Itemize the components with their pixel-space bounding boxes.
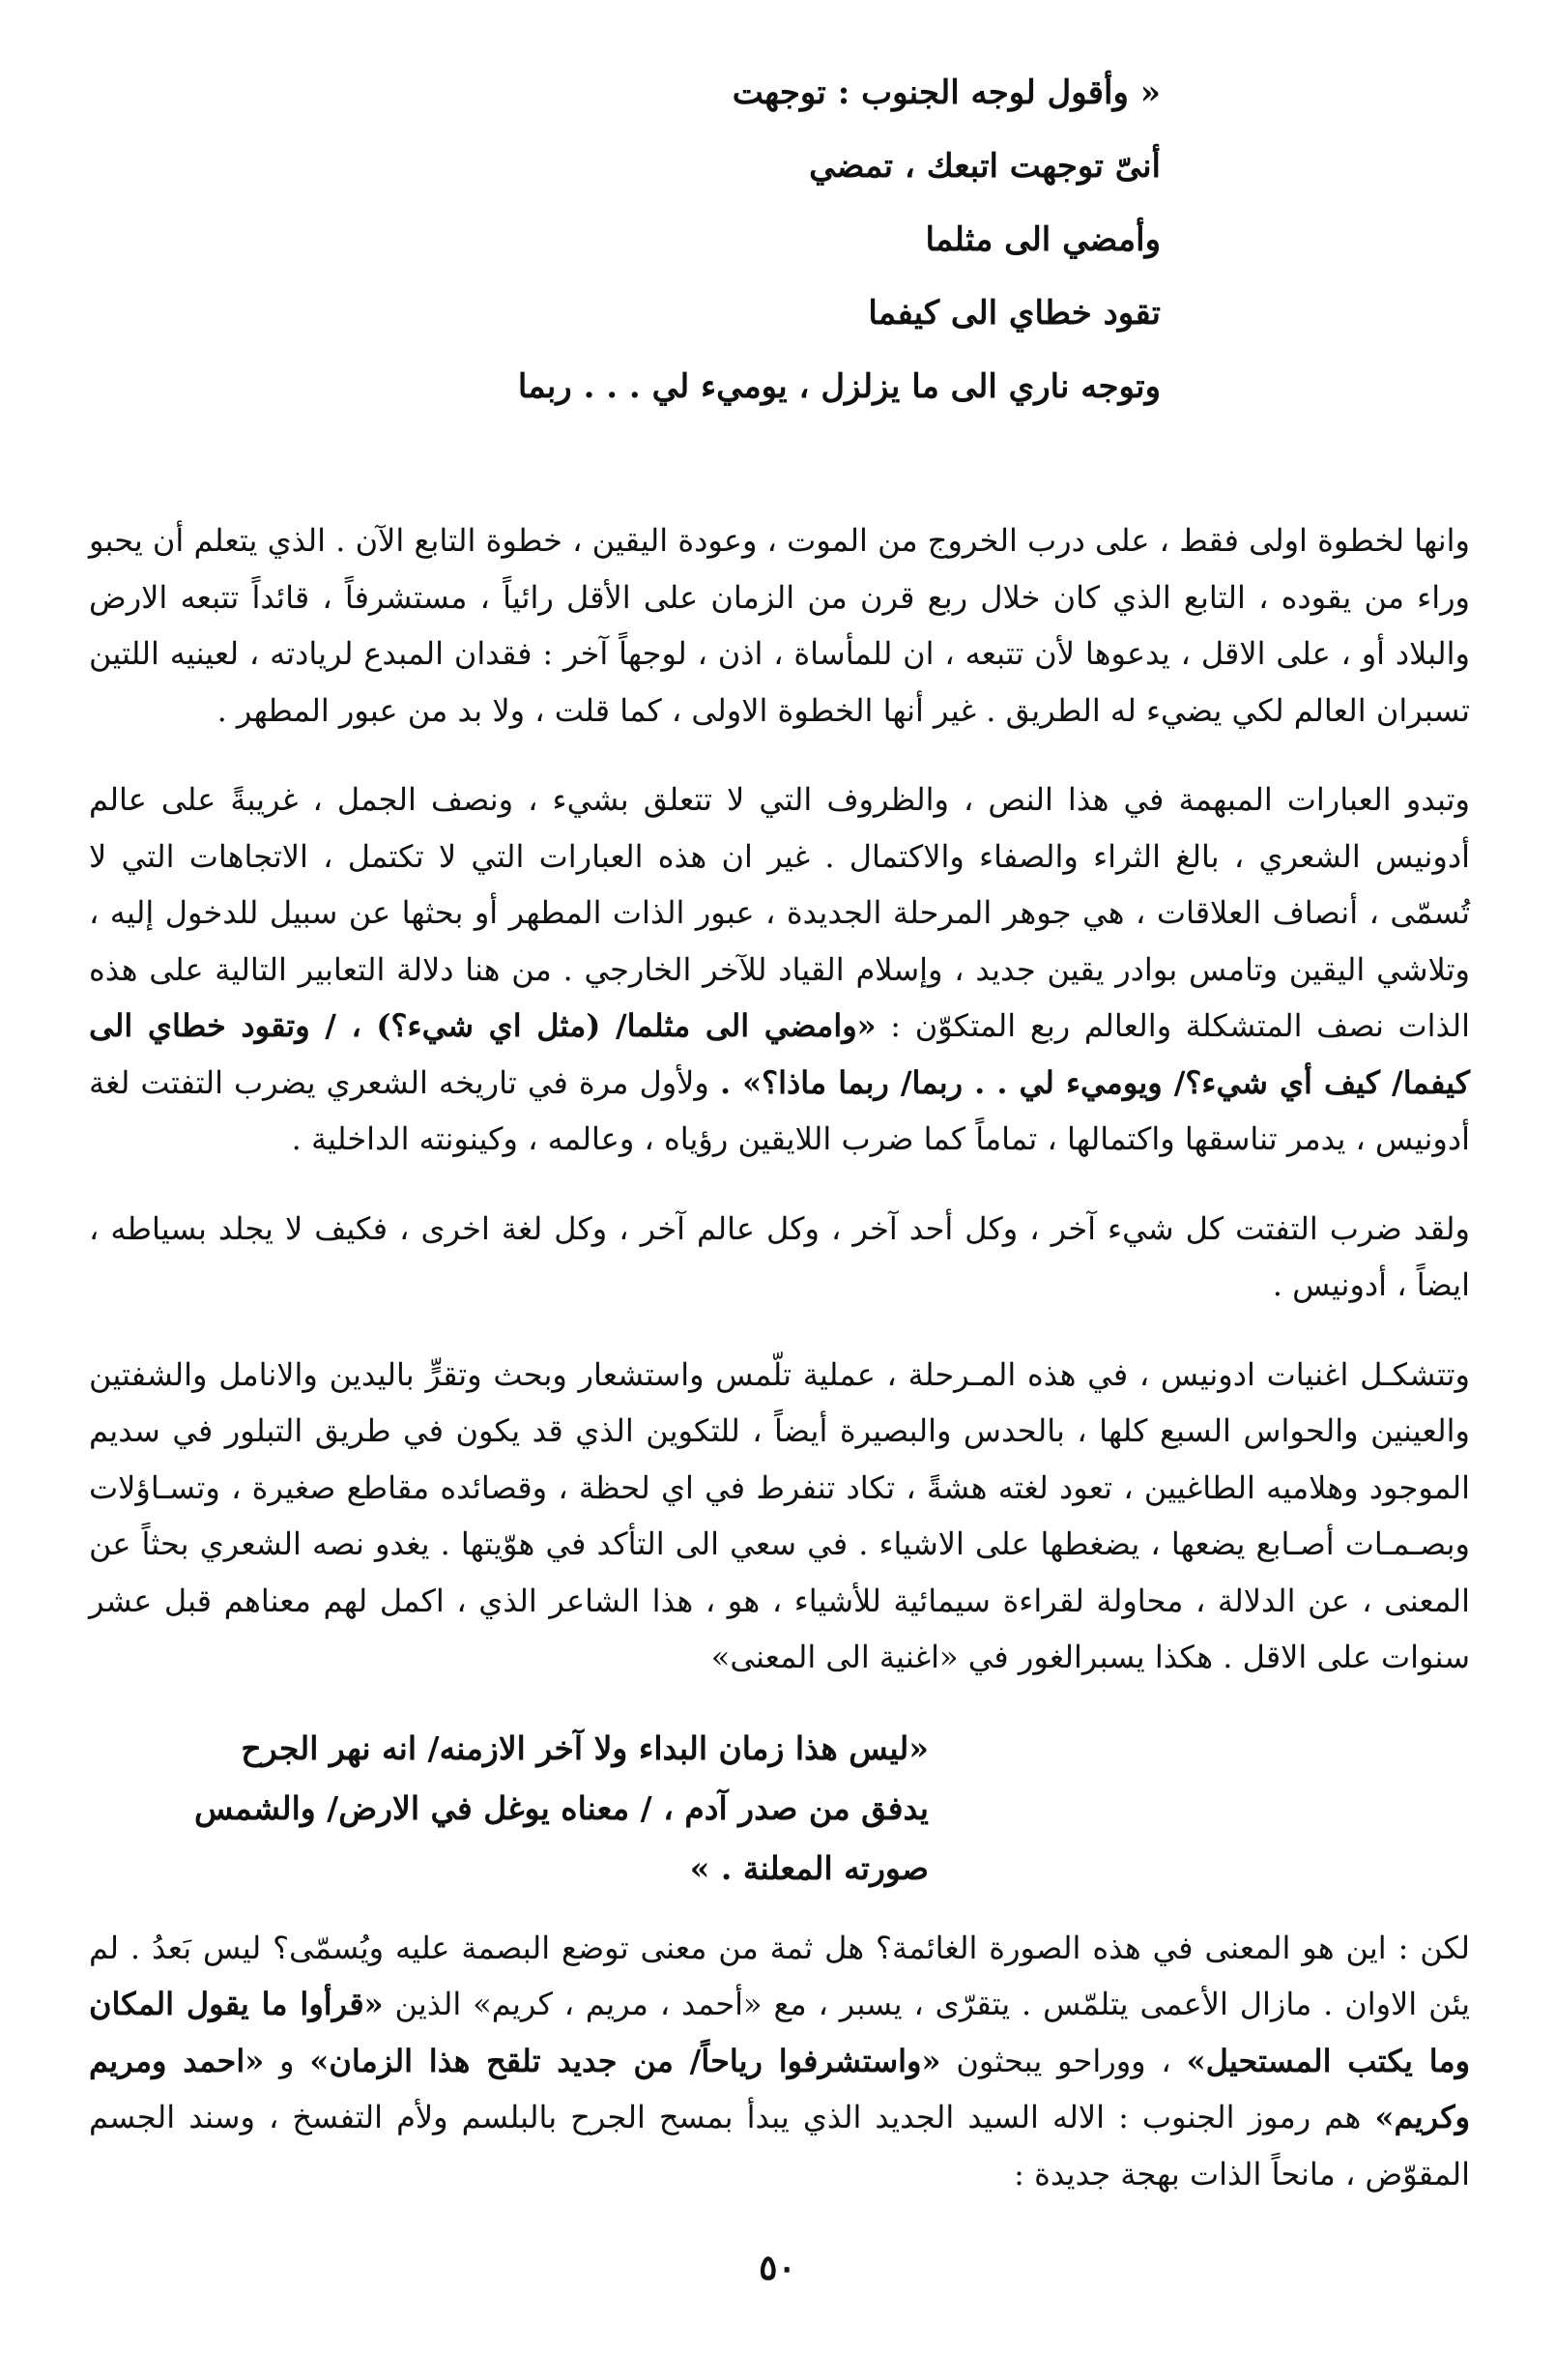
- paragraph-text: و: [279, 2042, 295, 2079]
- poem-line: أنىّ توجهت اتبعك ، تمضي: [809, 147, 1161, 186]
- paragraph-text: لكن : اين هو المعنى في هذه الصورة الغائمة؟ هل ثمة من معنى توضع البصمة عليه ويُسمّى؟ ليس بَعدُ . لم يئن الاوان . مازال الأعمى يتلمّس . يتقرّى ، يسبر ، مع «أحمد ، مريم ، كريم» الذين: [89, 1929, 1471, 2022]
- paragraph-where-is-meaning: [89, 1920, 1470, 2203]
- bold-quotation: «وامضي الى مثلما/ (مثل اي شيء؟) ، / وتقود خطاي الى كيفما/ كيف أي شيء؟/ ويوميء لي . . ربما/ ربما ماذا؟» .: [89, 1007, 1471, 1101]
- opening-poem: [89, 56, 1470, 423]
- paragraph-text: ، ووراحو يبحثون: [956, 2042, 1171, 2079]
- page-number: ٥٠: [759, 2248, 796, 2288]
- quote-line: صورته المعلنة . »: [689, 1848, 929, 1887]
- bold-quotation: «احمد ومريم وكريم»: [89, 2042, 1471, 2135]
- poem-line: « وأقول لوجه الجنوب : توجهت: [732, 73, 1161, 112]
- body-text: [89, 512, 1470, 2202]
- paragraph-text: هم رموز الجنوب : الاله السيد الجديد الذي يبدأ بمسح الجرح بالبلسم ولأم التفسخ ، وسند الجسم المقوّض ، مانحاً الذات بهجة جديدة :: [89, 2099, 1470, 2192]
- paragraph-text: وانها لخطوة اولى فقط ، على درب الخروج من الموت ، وعودة اليقين ، خطوة التابع الآن . الذي يتعلم أن يحبو وراء من يقوده ، التابع الذي كان خلال ربع قرن من الزمان على الأقل رائياً ، مستشرفاً ، قائداً تتبعه الارض والبلاد أو ، على الاقل ، يدعوها لأن تتبعه ، ان للمأساة ، اذن ، لوجهاً آخر : فقدان المبدع لريادته ، لعينيه اللتين تسبران العالم لكي يضيء له الطريق . غير أنها الخطوة الاولى ، كما قلت ، ولا بد من عبور المطهر .: [89, 522, 1471, 729]
- paragraph-text: ولقد ضرب التفتت كل شيء آخر ، وكل أحد آخر ، وكل عالم آخر ، وكل لغة اخرى ، فكيف لا يجلد بسياطه ، ايضاً ، أدونيس .: [89, 1209, 1470, 1303]
- bold-quotation: «قرأوا ما يقول المكان وما يكتب المستحيل»: [89, 1986, 1471, 2079]
- poem-line: وأمضي الى مثلما: [925, 220, 1161, 259]
- paragraph-text: وتبدو العبارات المبهمة في هذا النص ، والظروف التي لا تتعلق بشيء ، ونصف الجمل ، غريبةً على عالم أدونيس الشعري ، بالغ الثراء والصفاء والاكتمال . غير ان هذه العبارات التي لا تكتمل ، الاتجاهات التي لا تُسمّى ، أنصاف العلاقات ، هي جوهر المرحلة الجديدة ، عبور الذات المطهر أو بحثها عن سبيل للدخول إليه ، وتلاشي اليقين وتامس بوادر يقين جديد ، وإسلام القياد للآخر الخارجي . من هنا دلالة التعابير التالية على هذه الذات نصف المتشكلة والعالم ربع المتكوّن :: [89, 781, 1471, 1044]
- paragraph-vague-phrases: [89, 771, 1470, 1168]
- quote-line: «ليس هذا زمان البداء ولا آخر الازمنه/ انه نهر الجرح: [241, 1728, 929, 1767]
- meaning-poem-quote: [89, 1719, 1470, 1899]
- paragraph-first-step: [89, 512, 1470, 739]
- paragraph-text: وتتشكـل اغنيات ادونيس ، في هذه المـرحلة ، عملية تلّمس واستشعار وبحث وتقرٍّ باليدين والانامل والشفتين والعينين والحواس السبع كلها ، بالحدس والبصيرة أيضاً ، للتكوين الذي قد يكون في طريق التبلور في سديم الموجود وهلاميه الطاغيين ، تعود لغته هشةً ، تكاد تنفرط في اي لحظة ، وقصائده مقاطع صغيرة ، وتسـاؤلات وبصـمـات أصـابع يضعها ، يضغطها على الاشياء . في سعي الى التأكد في هوّيتها . يغدو نصه الشعري بحثاً عن المعنى ، عن الدلالة ، محاولة لقراءة سيمائية للأشياء ، هو ، هذا الشاعر الذي ، اكمل لهم معناهم قبل عشر سنوات على الاقل . هكذا يسبرالغور في «اغنية الى المعنى»: [89, 1355, 1471, 1675]
- quote-line: يدفق من صدر آدم ، / معناه يوغل في الارض/ والشمس: [193, 1788, 929, 1827]
- paragraph-text: ولأول مرة في تاريخه الشعري يضرب التفتت لغة أدونيس ، يدمر تناسقها واكتمالها ، تماماً كما ضرب اللايقين رؤياه ، وعالمه ، وكينونته الداخلية .: [89, 1063, 1470, 1157]
- poem-line: وتوجه ناري الى ما يزلزل ، يوميء لي . . . ربما: [517, 367, 1161, 406]
- paragraph-songs: [89, 1347, 1470, 1686]
- poem-line: تقود خطاي الى كيفما: [868, 294, 1161, 333]
- bold-quotation: «واستشرفوا رياحاً/ من جديد تلقح هذا الزمان»: [309, 2042, 941, 2079]
- paragraph-fragmentation: [89, 1201, 1470, 1314]
